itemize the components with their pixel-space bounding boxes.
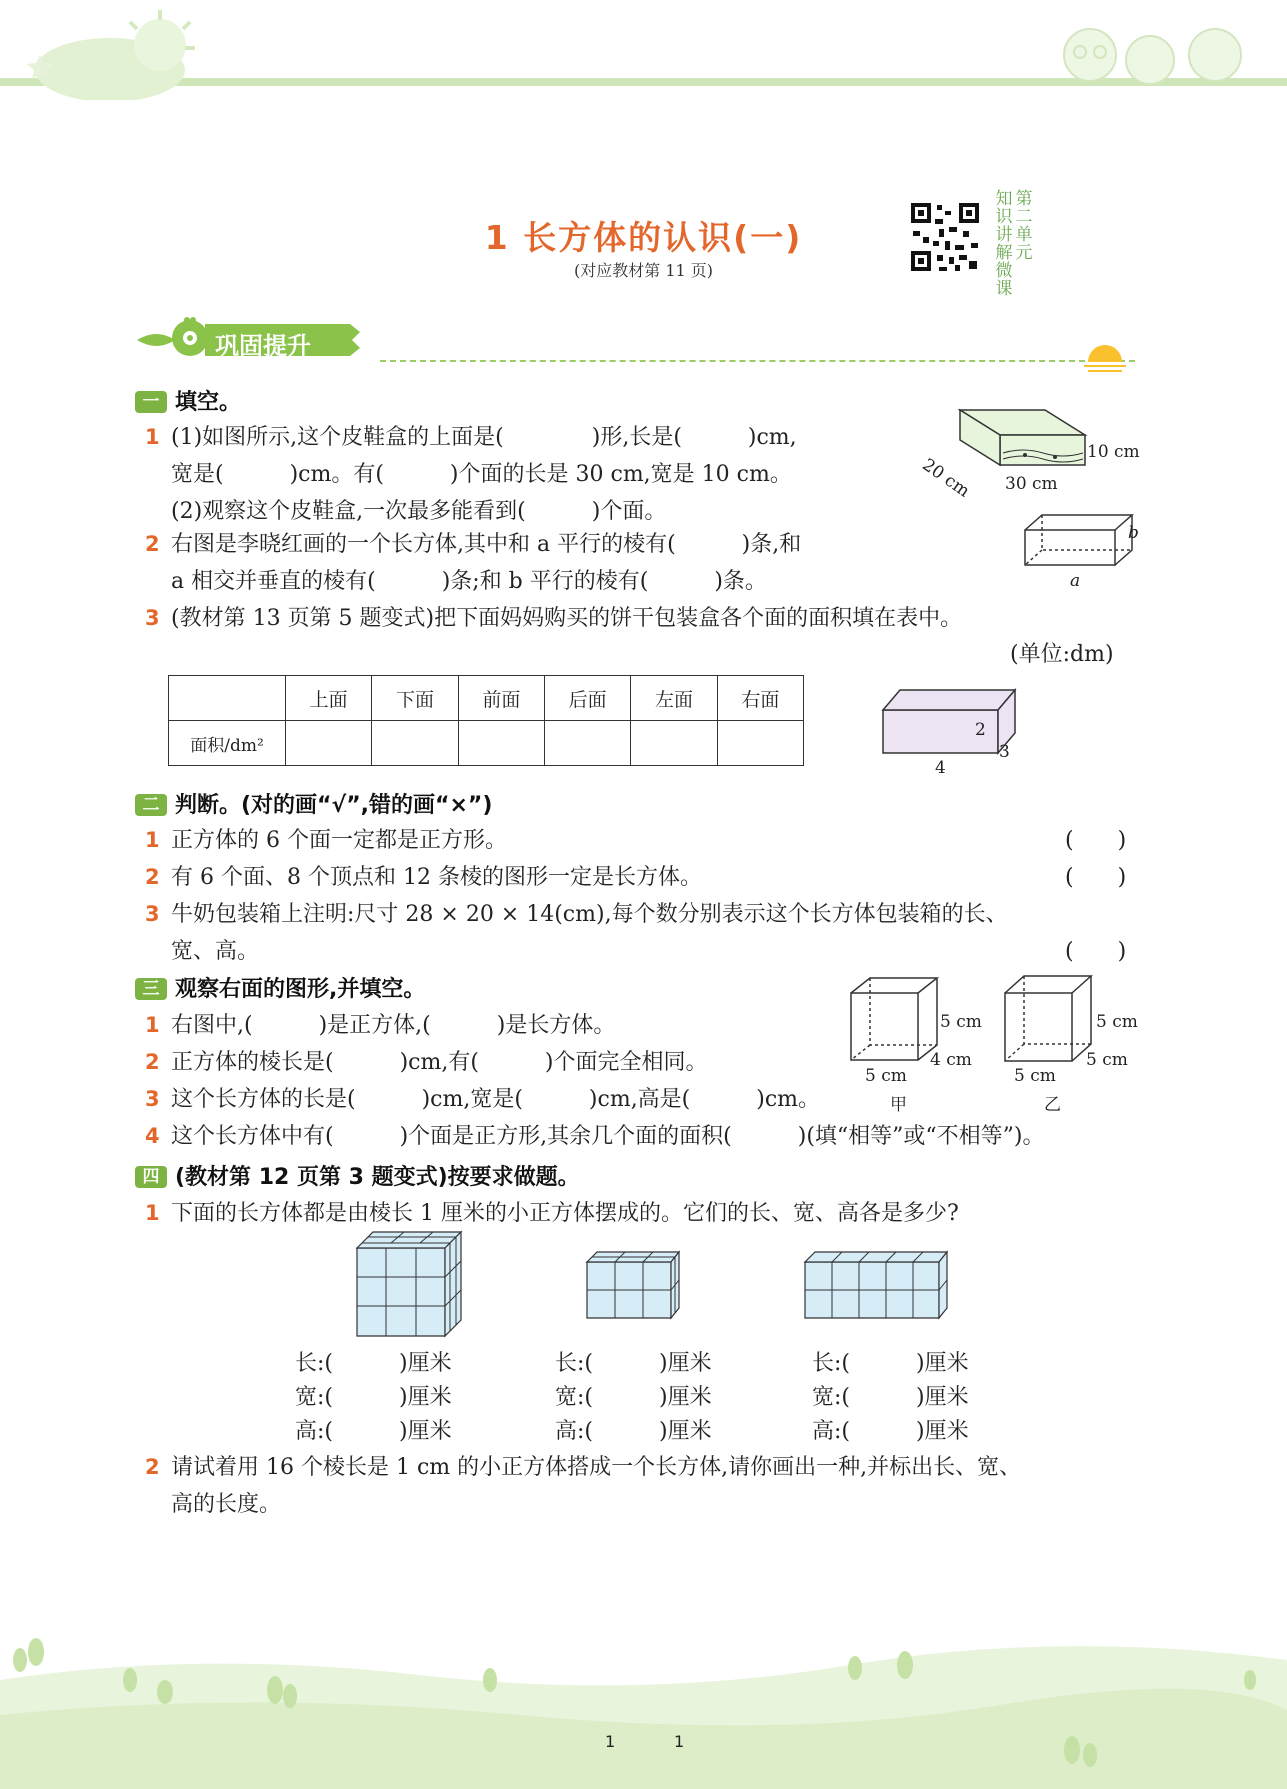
side-label	[995, 190, 1033, 298]
table-row	[169, 721, 804, 766]
judge-item-1	[145, 823, 507, 854]
jia-width-label: 4 cm	[930, 1050, 972, 1070]
page-number-left: 1	[605, 1732, 616, 1751]
q1-number: 1	[145, 425, 160, 449]
table-header-cell: 右面	[717, 676, 803, 721]
table-header-cell: 上面	[286, 676, 372, 721]
jia-name-label: 甲	[890, 1095, 907, 1115]
yi-height-label: 5 cm	[1096, 1012, 1138, 1032]
obs-1-text: 右图中,( )是正方体,( )是长方体。	[171, 1013, 616, 1038]
side-label-char: 知	[995, 189, 1013, 209]
table-header-row	[169, 676, 804, 721]
jia-length-label: 5 cm	[865, 1066, 907, 1086]
answer-cell[interactable]	[458, 721, 544, 766]
answer-cell[interactable]	[544, 721, 630, 766]
answer-3-length[interactable]: 长:( )厘米	[812, 1351, 969, 1376]
judge-1-text: 正方体的 6 个面一定都是正方形。	[171, 828, 507, 853]
table-row-label: 面积/dm²	[169, 721, 286, 766]
answer-2-length[interactable]: 长:( )厘米	[555, 1351, 712, 1376]
page-number-right: 1	[674, 1732, 685, 1751]
judge-item-2	[145, 860, 702, 891]
sunset-icon	[1080, 336, 1130, 376]
side-label-char: 元	[1015, 243, 1033, 263]
q2-line2: a 相交并垂直的棱有( )条;和 b 平行的棱有( )条。	[171, 569, 767, 594]
cuboid-label-b: b	[1128, 523, 1139, 543]
section-3-title: 观察右面的图形,并填空。	[175, 977, 426, 1002]
judge-2-number: 2	[145, 865, 160, 889]
answer-cell[interactable]	[717, 721, 803, 766]
obs-1-number: 1	[145, 1013, 160, 1037]
shoebox-width-label: 20 cm	[918, 455, 974, 502]
answer-cell[interactable]	[286, 721, 372, 766]
side-label-col2	[1015, 190, 1033, 298]
task-1-line	[145, 1196, 959, 1227]
task-2-text: 请试着用 16 个棱长是 1 cm 的小正方体搭成一个长方体,请你画出一种,并标出长、宽、	[171, 1455, 1022, 1480]
answer-1-height[interactable]: 高:( )厘米	[295, 1419, 452, 1444]
q1-1-line2: 宽是( )cm。有( )个面的长是 30 cm,宽是 10 cm。	[171, 462, 792, 487]
obs-4-number: 4	[145, 1124, 160, 1148]
task-2-line1	[145, 1450, 1021, 1481]
side-label-char: 解	[995, 243, 1013, 263]
box-length-label: 4	[935, 758, 946, 778]
answer-cell[interactable]	[372, 721, 458, 766]
page-subtitle: (对应教材第 11 页)	[573, 261, 714, 280]
side-label-char: 单	[1015, 225, 1033, 245]
section-3-heading	[135, 972, 425, 1003]
judge-3-number: 3	[145, 902, 160, 926]
cube-stack-2	[585, 1250, 681, 1320]
section-1-heading	[135, 385, 241, 416]
task-1-text: 下面的长方体都是由棱长 1 厘米的小正方体摆成的。它们的长、宽、高各是多少?	[171, 1201, 959, 1226]
cuboid-ab-figure	[1020, 510, 1140, 570]
shoebox-length-label: 30 cm	[1005, 474, 1058, 494]
obs-item-4	[145, 1119, 1044, 1150]
answer-2-height[interactable]: 高:( )厘米	[555, 1419, 712, 1444]
footer-landscape	[0, 1620, 1287, 1789]
section-1-badge: 一	[135, 391, 167, 413]
q2-number: 2	[145, 532, 160, 556]
obs-item-1	[145, 1008, 615, 1039]
side-label-char: 二	[1015, 207, 1033, 227]
obs-3-text: 这个长方体的长是( )cm,宽是( )cm,高是( )cm。	[171, 1087, 821, 1112]
side-label-col1	[995, 190, 1013, 298]
side-label-char: 课	[995, 279, 1013, 299]
section-2-badge: 二	[135, 794, 167, 816]
judge-2-answer[interactable]: ( )	[1065, 865, 1127, 890]
judge-2-text: 有 6 个面、8 个顶点和 12 条棱的图形一定是长方体。	[171, 865, 702, 890]
obs-2-text: 正方体的棱长是( )cm,有( )个面完全相同。	[171, 1050, 708, 1075]
obs-3-number: 3	[145, 1087, 160, 1111]
answer-2-width[interactable]: 宽:( )厘米	[555, 1385, 712, 1410]
judge-3-text: 牛奶包装箱上注明:尺寸 28 × 20 × 14(cm),每个数分别表示这个长方体包装箱的长、	[171, 902, 1008, 927]
table-header-cell: 左面	[631, 676, 717, 721]
qr-code-icon[interactable]	[905, 197, 985, 277]
answer-1-width[interactable]: 宽:( )厘米	[295, 1385, 452, 1410]
header-decoration	[0, 0, 1287, 100]
cube-stack-1	[355, 1230, 465, 1338]
judge-1-number: 1	[145, 828, 160, 852]
q3-line	[145, 601, 962, 632]
cuboid-jia-figure	[848, 975, 940, 1065]
cube-stack-3	[803, 1250, 949, 1320]
section-2-heading	[135, 788, 492, 819]
unit-label: (单位:dm)	[1010, 642, 1114, 667]
cartoon-animals-icon	[1064, 29, 1241, 84]
section-3-badge: 三	[135, 978, 167, 1000]
side-label-char: 微	[995, 261, 1013, 281]
q1-1-line1	[145, 420, 797, 451]
q2-line1	[145, 527, 801, 558]
yi-length-label: 5 cm	[1014, 1066, 1056, 1086]
answer-1-length[interactable]: 长:( )厘米	[295, 1351, 452, 1376]
yi-name-label: 乙	[1044, 1095, 1061, 1115]
obs-4-text: 这个长方体中有( )个面是正方形,其余几个面的面积( )(填“相等”或“不相等”)。	[171, 1124, 1045, 1149]
section-4-heading	[135, 1160, 580, 1191]
box-height-label: 2	[975, 720, 986, 740]
section-4-badge: 四	[135, 1166, 167, 1188]
box-width-label: 3	[999, 742, 1010, 762]
judge-3-text-cont: 宽、高。	[171, 939, 260, 964]
cuboid-label-a: a	[1070, 571, 1081, 591]
table-header-cell: 下面	[372, 676, 458, 721]
task-2-line2: 高的长度。	[171, 1492, 282, 1517]
answer-cell[interactable]	[631, 721, 717, 766]
judge-1-answer[interactable]: ( )	[1065, 828, 1127, 853]
cube-yi-figure	[1002, 973, 1094, 1065]
section-2-title: 判断。(对的画“√”,错的画“×”)	[175, 793, 493, 818]
section-4-title: (教材第 12 页第 3 题变式)按要求做题。	[175, 1165, 580, 1190]
table-header-cell	[169, 676, 286, 721]
q1-2-line: (2)观察这个皮鞋盒,一次最多能看到( )个面。	[171, 499, 667, 524]
q1-text-1: (1)如图所示,这个皮鞋盒的上面是( )形,长是( )cm,	[171, 425, 797, 450]
obs-2-number: 2	[145, 1050, 160, 1074]
answer-3-width[interactable]: 宽:( )厘米	[812, 1385, 969, 1410]
yi-width-label: 5 cm	[1086, 1050, 1128, 1070]
q3-number: 3	[145, 606, 160, 630]
side-label-char: 第	[1015, 189, 1033, 209]
obs-item-3	[145, 1082, 820, 1113]
shoebox-height-label: 10 cm	[1087, 442, 1140, 462]
table-header-cell: 后面	[544, 676, 630, 721]
answer-3-height[interactable]: 高:( )厘米	[812, 1419, 969, 1444]
banner-title: 巩固提升	[215, 332, 311, 360]
page-title: 1 长方体的认识(一)	[484, 218, 803, 257]
judge-item-3	[145, 897, 1008, 928]
task-1-number: 1	[145, 1201, 160, 1225]
area-table	[168, 675, 804, 766]
side-label-char: 讲	[995, 225, 1013, 245]
obs-item-2	[145, 1045, 708, 1076]
judge-3-answer[interactable]: ( )	[1065, 939, 1127, 964]
table-header-cell: 前面	[458, 676, 544, 721]
q2-text-1: 右图是李晓红画的一个长方体,其中和 a 平行的棱有( )条,和	[171, 532, 802, 557]
section-1-title: 填空。	[175, 390, 242, 415]
task-2-number: 2	[145, 1455, 160, 1479]
side-label-char: 识	[995, 207, 1013, 227]
jia-height-label: 5 cm	[940, 1012, 982, 1032]
banner-divider	[380, 360, 1135, 362]
q3-text: (教材第 13 页第 5 题变式)把下面妈妈购买的饼干包装盒各个面的面积填在表中。	[171, 606, 963, 631]
